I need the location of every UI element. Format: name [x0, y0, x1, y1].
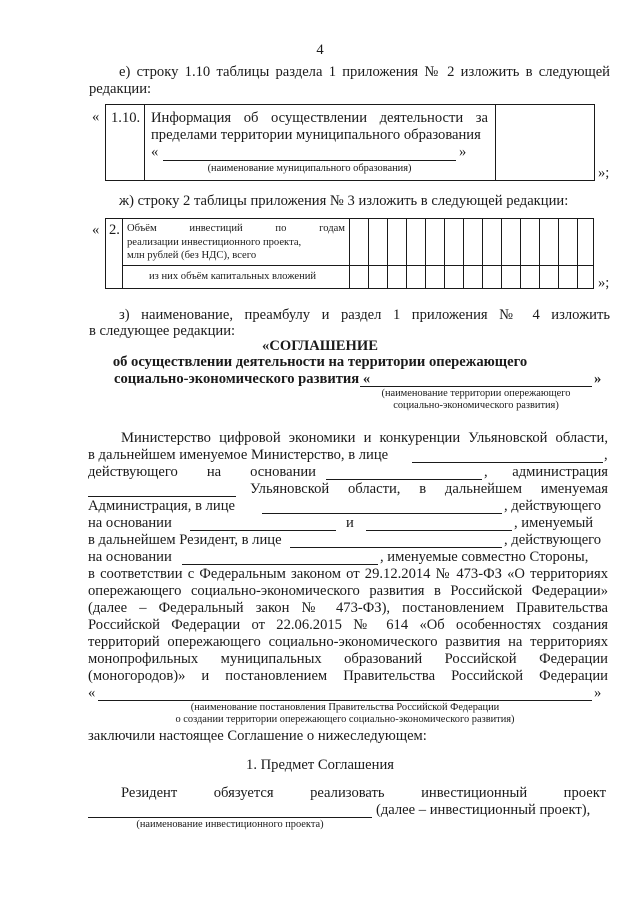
year-cell — [502, 266, 521, 289]
year-cell — [483, 266, 502, 289]
preamble-line6b: и — [346, 515, 354, 531]
item-zh-table — [105, 218, 594, 289]
year-cell — [369, 266, 388, 289]
territory-blank-line[interactable] — [360, 386, 592, 387]
preamble-line5b: , действующего — [504, 498, 602, 514]
year-cell — [407, 219, 426, 266]
year-cell — [426, 266, 445, 289]
admin-blank[interactable] — [88, 496, 236, 497]
preamble-line16-open: « — [88, 685, 96, 701]
year-cell — [426, 219, 445, 266]
item-e-cell-close-quote: » — [459, 144, 467, 160]
preamble-line17: заключили настоящее Соглашение о нижеследующем: — [88, 728, 427, 744]
section1-line1: Резидент обязуется реализовать инвестиционный проект — [121, 785, 606, 801]
resident-rep-blank[interactable] — [290, 547, 502, 548]
preamble-line13: территорий опережающего социально-экономического развития на территориях — [88, 634, 608, 650]
item-zh-close-quote: »; — [598, 275, 610, 291]
item-z-line1: з) наименование, преамбулу и раздел 1 приложения № 4 изложить — [119, 307, 610, 323]
territory-caption1: (наименование территории опережающего — [381, 388, 571, 399]
resident-name-blank[interactable] — [366, 530, 512, 531]
item-e-cell-open-quote: « — [151, 144, 159, 160]
ministry-basis-blank[interactable] — [326, 479, 482, 480]
year-cell — [540, 266, 559, 289]
item-zh-cell-line2: реализации инвестиционного проекта, — [127, 237, 302, 248]
project-name-blank[interactable] — [88, 817, 372, 818]
year-cell — [483, 219, 502, 266]
year-cell — [502, 219, 521, 266]
preamble-line4: Ульяновской области, в дальнейшем именуемая — [250, 481, 608, 497]
year-cell — [578, 219, 594, 266]
item-e-empty-cell — [496, 105, 595, 181]
preamble-line5a: Администрация, в лице — [88, 498, 235, 514]
item-zh-line1: ж) строку 2 таблицы приложения № 3 изложить в следующей редакции: — [119, 193, 569, 209]
preamble-line8a: на основании — [88, 549, 172, 565]
year-cell — [445, 266, 464, 289]
preamble-line2-end: , — [604, 447, 608, 463]
preamble-line3a: действующего на основании — [88, 464, 316, 480]
item-e-close-quote: »; — [598, 165, 610, 181]
ministry-rep-blank[interactable] — [412, 462, 603, 463]
government-decree-blank[interactable] — [98, 700, 592, 701]
year-cell — [464, 219, 483, 266]
item-e-table — [105, 104, 595, 181]
year-cell — [521, 219, 540, 266]
agreement-subtitle2: социально-экономического развития « — [114, 371, 371, 387]
year-cell — [350, 266, 369, 289]
item-zh-cell-line3: млн рублей (без НДС), всего — [127, 250, 257, 261]
preamble-line16-close: » — [594, 685, 602, 701]
year-cell — [559, 266, 578, 289]
preamble-line14: монопрофильных муниципальных образований Российской Федерации — [88, 651, 608, 667]
agreement-subtitle2-end: » — [594, 371, 602, 387]
decree-caption2: о создании территории опережающего социально-экономического развития) — [175, 714, 515, 725]
preamble-line1: Министерство цифровой экономики и конкуренции Ульяновской области, — [121, 430, 608, 446]
item-zh-row-number: 2. — [106, 219, 123, 289]
item-e-open-quote: « — [92, 109, 100, 125]
section1-heading: 1. Предмет Соглашения — [246, 757, 394, 773]
agreement-subtitle1: об осуществлении деятельности на территории опережающего — [112, 354, 528, 370]
preamble-line2: в дальнейшем именуемое Министерство, в лице — [88, 447, 389, 463]
year-cell — [445, 219, 464, 266]
year-cell — [388, 219, 407, 266]
preamble-line9: в соответствии с Федеральным законом от 29.12.2014 № 473-ФЗ «О территориях — [88, 566, 608, 582]
preamble-line12: Российской Федерации от 22.06.2015 № 614 «Об особенностях создания — [88, 617, 608, 633]
admin-rep-blank[interactable] — [262, 513, 502, 514]
item-zh-cell-sub — [123, 266, 350, 289]
item-e-cell-line2: пределами территории муниципального образования — [151, 127, 481, 143]
preamble-line15: (моногородов)» и постановлением Правительства Российской Федерации — [88, 668, 608, 684]
decree-caption1: (наименование постановления Правительства Российской Федерации — [190, 702, 500, 713]
preamble-line8b: , именуемые совместно Стороны, — [380, 549, 589, 565]
project-caption: (наименование инвестиционного проекта) — [136, 819, 324, 830]
preamble-line10: опережающего социально-экономического развития в Российской Федерации» — [88, 583, 608, 599]
year-cell — [407, 266, 426, 289]
preamble-line11: (далее – Федеральный закон № 473-ФЗ), постановлением Правительства — [88, 600, 608, 616]
item-e-cell-line1: Информация об осуществлении деятельности за — [151, 110, 488, 126]
item-zh-cell-sub-text: из них объём капитальных вложений — [149, 271, 317, 282]
section1-line2: (далее – инвестиционный проект), — [376, 802, 591, 818]
item-e-line1: е) строку 1.10 таблицы раздела 1 приложения № 2 изложить в следующей — [119, 64, 610, 80]
territory-caption2: социально-экономического развития) — [393, 400, 559, 411]
year-cell — [350, 219, 369, 266]
year-cell — [369, 219, 388, 266]
page-number: 4 — [316, 42, 324, 58]
item-z-line2: в следующее редакции: — [89, 323, 236, 339]
item-zh-open-quote: « — [92, 222, 100, 238]
year-cell — [388, 266, 407, 289]
item-e-row-number: 1.10. — [106, 105, 145, 181]
year-cell — [464, 266, 483, 289]
agreement-title: «СОГЛАШЕНИЕ — [262, 338, 378, 354]
item-zh-cell-line1: Объём инвестиций по годам — [127, 223, 345, 234]
preamble-line6a: на основании — [88, 515, 172, 531]
item-e-blank-line[interactable] — [163, 160, 456, 161]
preamble-line7a: в дальнейшем Резидент, в лице — [88, 532, 282, 548]
year-cell — [559, 219, 578, 266]
year-cell — [540, 219, 559, 266]
year-cell — [578, 266, 594, 289]
item-e-cell — [145, 105, 496, 181]
admin-basis-blank[interactable] — [190, 530, 336, 531]
preamble-line3b: , администрация — [484, 464, 608, 480]
item-e-line2: редакции: — [89, 81, 152, 97]
preamble-line7b: , действующего — [504, 532, 602, 548]
preamble-line6c: , именуемый — [514, 515, 594, 531]
item-e-caption: (наименование муниципального образования) — [207, 163, 412, 174]
resident-basis-blank[interactable] — [182, 564, 378, 565]
item-zh-cell-main — [123, 219, 350, 266]
year-cell — [521, 266, 540, 289]
